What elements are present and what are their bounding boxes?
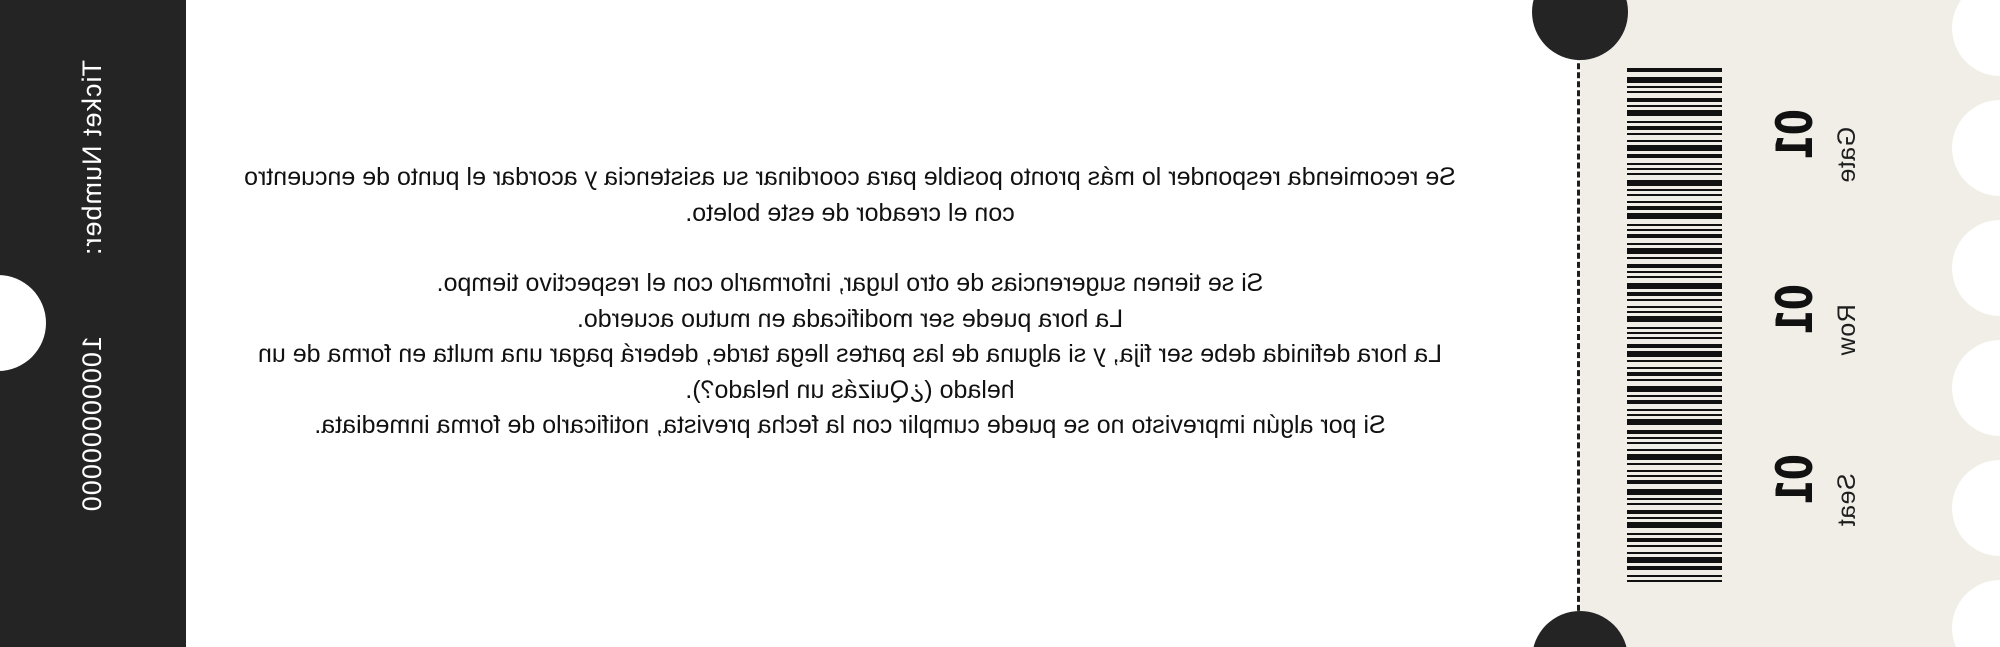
- barcode-bar: [1627, 580, 1722, 582]
- barcode-bar: [1627, 145, 1722, 151]
- barcode-bar: [1627, 98, 1722, 102]
- barcode-bar: [1627, 552, 1722, 554]
- barcode-bar: [1627, 337, 1722, 339]
- seat-label: Seat: [1833, 473, 1861, 527]
- barcode-bar: [1627, 372, 1722, 376]
- instructions-line: Si por algún imprevisto no se puede cumplir con la fecha prevista, notificarlo de forma inmediata.: [314, 411, 1386, 439]
- barcode-bar: [1627, 180, 1722, 186]
- barcode-bar: [1627, 575, 1722, 577]
- barcode-bar: [1627, 360, 1722, 362]
- barcode-bar: [1627, 503, 1722, 505]
- barcode-bar: [1627, 379, 1722, 381]
- barcode-bar: [1627, 400, 1722, 404]
- barcode-bar: [1627, 311, 1722, 313]
- tear-line: [1577, 0, 1580, 647]
- barcode-bar: [1627, 121, 1722, 123]
- barcode-bar: [1627, 533, 1722, 535]
- barcode-bar: [1627, 77, 1722, 83]
- barcode-bar: [1627, 306, 1722, 308]
- stub-perforation: [1952, 460, 2000, 556]
- barcode-bar: [1627, 414, 1722, 416]
- barcode-bar: [1627, 213, 1722, 219]
- barcode-bar: [1627, 449, 1722, 451]
- ticket-number: [72, 60, 112, 647]
- barcode-bar: [1627, 206, 1722, 210]
- barcode-bar: [1627, 86, 1722, 88]
- barcode-bar: [1627, 538, 1722, 542]
- barcode-bar: [1627, 194, 1722, 196]
- barcode-bar: [1627, 489, 1722, 495]
- instructions-line: La hora puede ser modificada en mutuo acuerdo.: [576, 304, 1124, 333]
- barcode-bar: [1627, 243, 1722, 245]
- barcode: [1627, 68, 1722, 586]
- ticket-stub: [1580, 0, 2000, 647]
- ticket-number-value: 10000000000: [77, 336, 107, 513]
- barcode-bar: [1627, 105, 1722, 107]
- barcode-bar: [1627, 126, 1722, 130]
- barcode-bar: [1627, 470, 1722, 472]
- barcode-bar: [1627, 292, 1722, 296]
- row-field: [1766, 245, 1895, 415]
- barcode-bar: [1627, 463, 1722, 465]
- stub-perforation: [1952, 100, 2000, 196]
- barcode-bar: [1627, 480, 1722, 484]
- barcode-bar: [1627, 91, 1722, 93]
- ticket-number-label: Ticket Number:: [77, 60, 107, 257]
- barcode-bar: [1627, 110, 1722, 116]
- stub-perforation: [1952, 340, 2000, 436]
- barcode-bar: [1627, 68, 1722, 72]
- barcode-bar: [1627, 498, 1722, 500]
- barcode-bar: [1627, 344, 1722, 348]
- barcode-bar: [1627, 454, 1722, 460]
- barcode-bar: [1627, 545, 1722, 547]
- instructions-paragraph: Se recomienda responder lo más pronto posible para coordinar su asistencia y acordar el punto de encuentro con el creador de este boleto.: [244, 163, 1456, 227]
- stub-perforation: [1952, 220, 2000, 316]
- barcode-bar: [1627, 316, 1722, 322]
- barcode-bar: [1627, 229, 1722, 231]
- barcode-bar: [1627, 154, 1722, 158]
- barcode-bar: [1627, 522, 1722, 528]
- seat-field: [1766, 415, 1895, 585]
- barcode-bar: [1627, 257, 1722, 259]
- barcode-bar: [1627, 517, 1722, 519]
- barcode-bar: [1627, 557, 1722, 563]
- instructions-line: Si se tienen sugerencias de otro lugar, informarlo con el respectivo tiempo.: [436, 269, 1264, 297]
- barcode-bar: [1627, 168, 1722, 170]
- stub-perforation: [1952, 0, 2000, 76]
- barcode-bar: [1627, 264, 1722, 268]
- barcode-bar: [1627, 276, 1722, 278]
- barcode-bar: [1627, 299, 1722, 301]
- barcode-bar: [1627, 386, 1722, 392]
- barcode-bar: [1627, 234, 1722, 238]
- stub-perforation: [1952, 580, 2000, 647]
- gate-label: Gate: [1833, 126, 1861, 184]
- barcode-bar: [1627, 442, 1722, 444]
- barcode-bar: [1627, 332, 1722, 334]
- barcode-bar: [1627, 510, 1722, 514]
- barcode-bar: [1627, 367, 1722, 369]
- barcode-bar: [1627, 437, 1722, 439]
- barcode-bar: [1627, 224, 1722, 226]
- barcode-bar: [1627, 566, 1722, 570]
- instructions-line: La hora definida debe ser fija, y si alguna de las partes llega tarde, deberá pagar una multa en forma de un helado (¿Quizás un helado?).: [257, 340, 1443, 404]
- barcode-bar: [1627, 430, 1722, 434]
- barcode-bar: [1627, 475, 1722, 477]
- seat-value: 01: [1766, 454, 1824, 504]
- barcode-bar: [1627, 140, 1722, 142]
- row-value: 01: [1766, 284, 1824, 334]
- barcode-bar: [1627, 327, 1722, 329]
- barcode-bar: [1627, 189, 1722, 191]
- barcode-bar: [1627, 163, 1722, 165]
- barcode-bar: [1627, 271, 1722, 273]
- row-label: Row: [1833, 304, 1861, 356]
- gate-value: 01: [1766, 109, 1824, 159]
- gate-field: [1766, 70, 1895, 240]
- barcode-bar: [1627, 133, 1722, 135]
- barcode-bar: [1627, 201, 1722, 203]
- ticket-instructions: [230, 160, 1470, 444]
- barcode-bar: [1627, 283, 1722, 289]
- barcode-bar: [1627, 419, 1722, 425]
- barcode-bar: [1627, 248, 1722, 254]
- barcode-bar: [1627, 173, 1722, 175]
- barcode-bar: [1627, 351, 1722, 357]
- barcode-bar: [1627, 395, 1722, 397]
- barcode-bar: [1627, 409, 1722, 411]
